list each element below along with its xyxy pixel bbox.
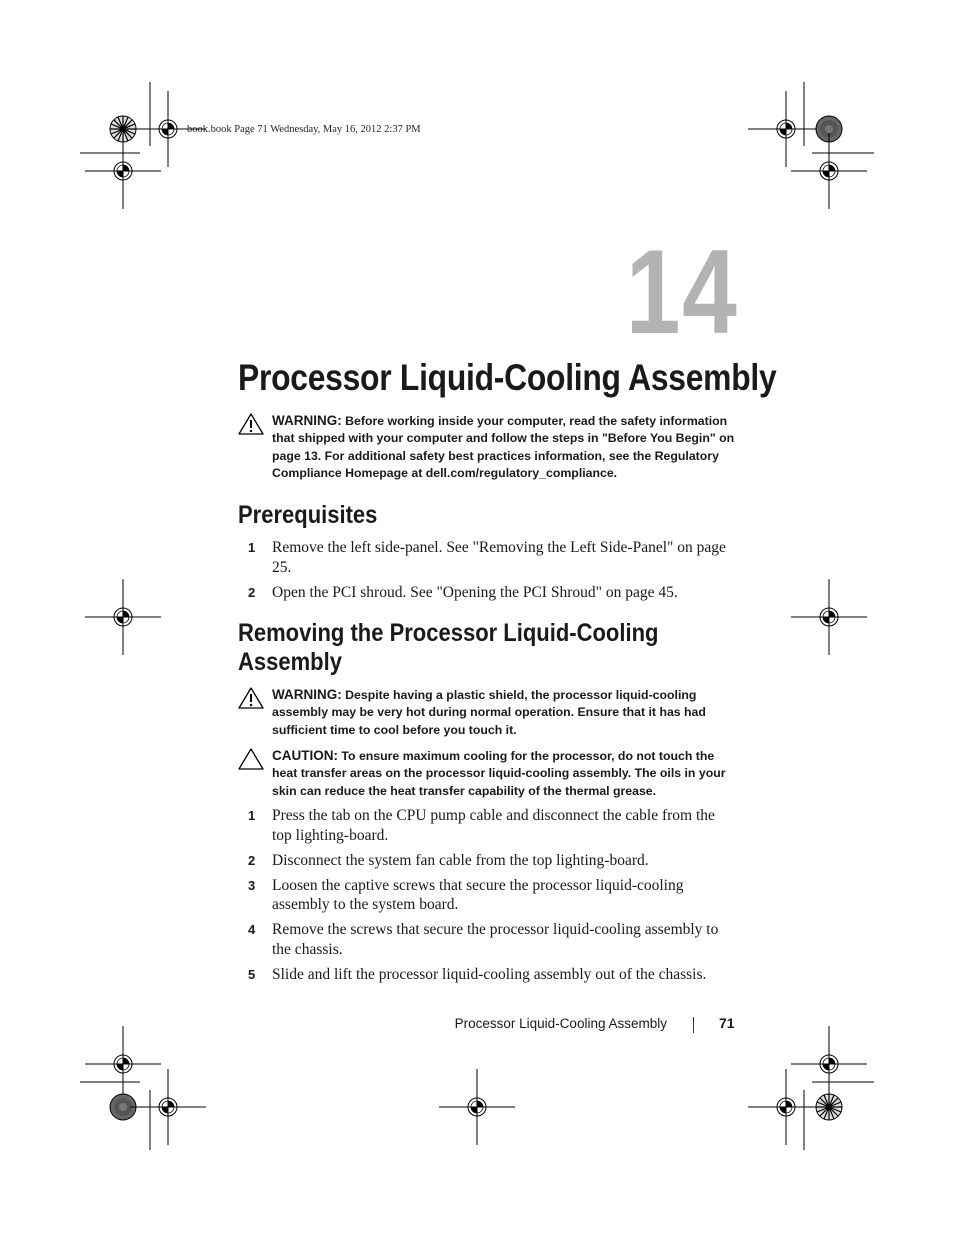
step-number: 1: [248, 808, 256, 823]
page-number: 71: [719, 1015, 735, 1031]
list-item: [238, 851, 738, 871]
list-item: [238, 583, 738, 603]
warning-label: WARNING:: [272, 687, 342, 702]
step-text: Loosen the captive screws that secure the processor liquid-cooling assembly to the system board.: [272, 876, 684, 913]
step-number: 2: [248, 584, 256, 600]
footer-divider: [693, 1017, 694, 1033]
section-heading-prerequisites: Prerequisites: [238, 501, 378, 529]
list-item: [238, 806, 738, 845]
step-text: Remove the screws that secure the processor liquid-cooling assembly to the chassis.: [272, 921, 719, 958]
step-text: Disconnect the system fan cable from the top lighting-board.: [272, 851, 649, 869]
warning-text: Despite having a plastic shield, the processor liquid-cooling assembly may be very hot during normal operation. Ensure that it has had sufficient time to cool before you touch it.: [272, 688, 706, 737]
chapter-number: 14: [625, 225, 738, 359]
removing-steps-list: [238, 806, 738, 990]
list-item: [238, 876, 738, 915]
step-text: Open the PCI shroud. See "Opening the PCI Shroud" on page 45.: [272, 583, 678, 601]
list-item: [238, 538, 738, 577]
slug-line: book.book Page 71 Wednesday, May 16, 2012 2:37 PM: [187, 124, 421, 135]
chapter-title: Processor Liquid-Cooling Assembly: [238, 357, 777, 398]
caution-icon: [238, 748, 264, 770]
step-number: 2: [248, 852, 256, 868]
footer-title: Processor Liquid-Cooling Assembly: [454, 1016, 667, 1031]
section-heading-removing: Removing the Processor Liquid-Cooling Assembly: [238, 619, 659, 676]
step-text: Remove the left side-panel. See "Removing the Left Side-Panel" on page 25.: [272, 539, 726, 576]
warning-text: Before working inside your computer, read the safety information that shipped with your computer and follow the steps in "Before You Begin" on page 13. For additional safety best practices information, see the Regulatory Compliance Homepage at dell.com/regulatory_compliance.: [272, 414, 735, 480]
caution-text: To ensure maximum cooling for the processor, do not touch the heat transfer areas on the processor liquid-cooling assembly. The oils in your skin can reduce the heat transfer capability of the thermal grease.: [272, 749, 726, 798]
warning-icon: [238, 687, 264, 709]
step-number: 1: [248, 540, 256, 555]
step-number: 3: [248, 877, 256, 893]
warning-icon: [238, 413, 264, 435]
caution-label: CAUTION:: [272, 748, 338, 763]
prerequisites-list: [238, 538, 738, 608]
list-item: [238, 965, 738, 985]
step-number: 5: [248, 966, 256, 982]
step-number: 4: [248, 922, 256, 937]
caution-notice: [238, 747, 736, 800]
warning-notice-safety: [238, 412, 736, 482]
warning-label: WARNING:: [272, 413, 342, 428]
warning-notice-hot: [238, 686, 736, 739]
step-text: Press the tab on the CPU pump cable and disconnect the cable from the top lighting-board.: [272, 807, 715, 844]
list-item: [238, 920, 738, 959]
step-text: Slide and lift the processor liquid-cooling assembly out of the chassis.: [272, 965, 707, 983]
